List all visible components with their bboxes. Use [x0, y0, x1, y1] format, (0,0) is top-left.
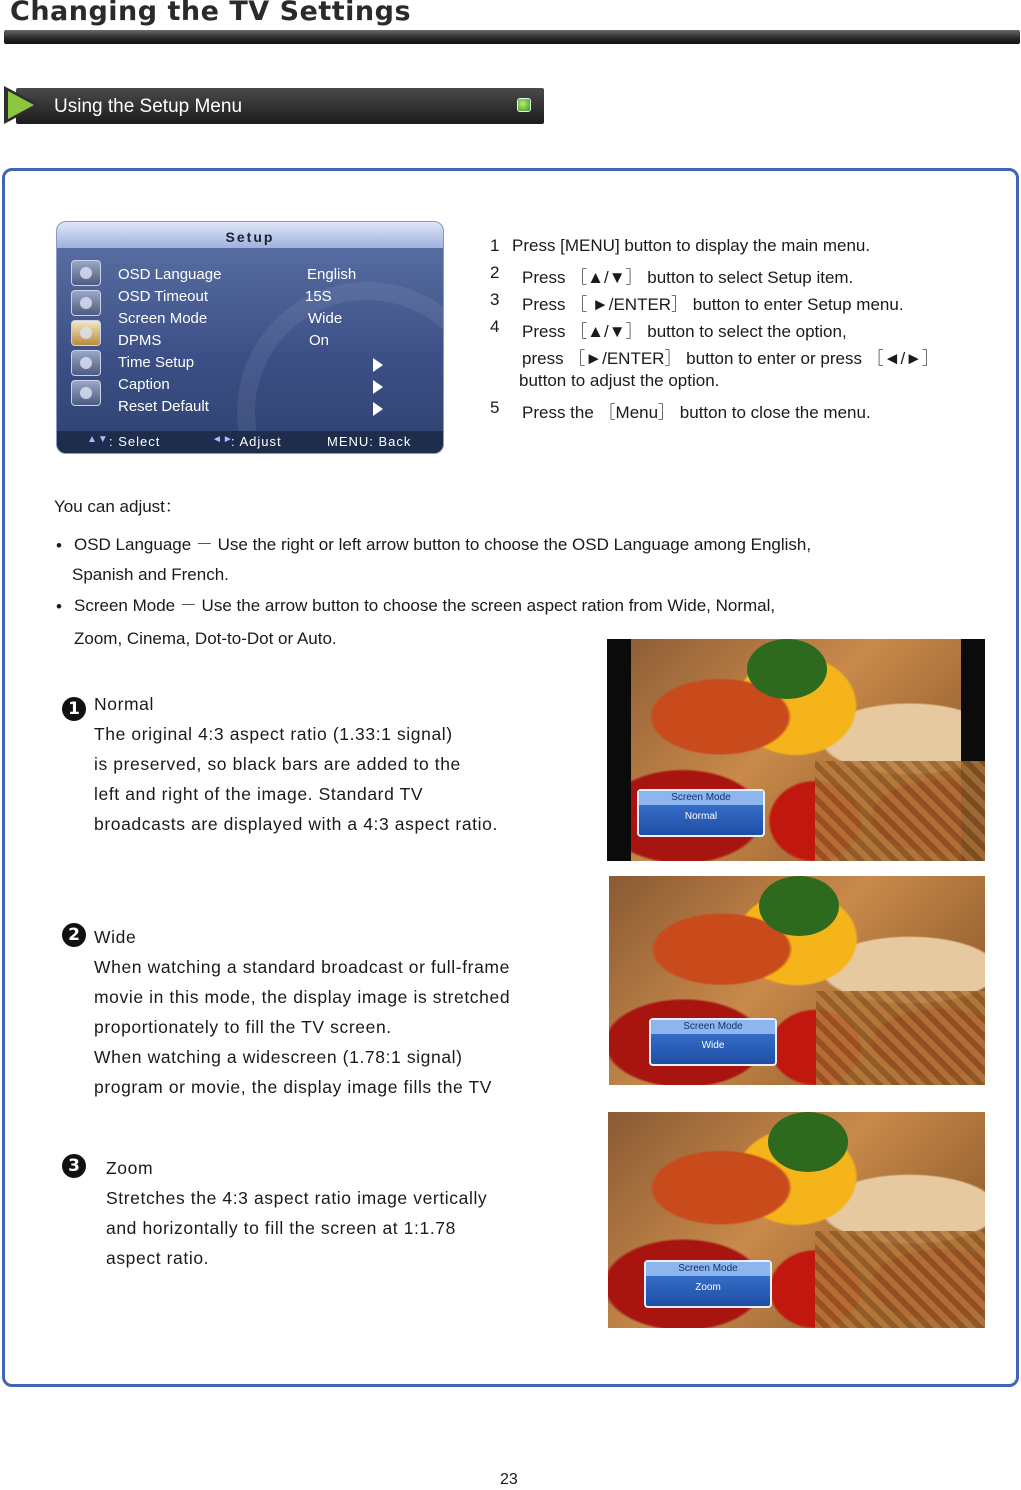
mode-line: and horizontally to fill the screen at 1:1.78: [106, 1218, 456, 1238]
page-title: Changing the TV Settings: [10, 0, 412, 27]
menu-row-osd-language: [118, 266, 438, 288]
setup-icon: [71, 320, 101, 346]
mode-line: is preserved, so black bars are added to the: [94, 754, 461, 774]
tv-icon: [71, 260, 101, 286]
osd-value: Wide: [701, 1040, 725, 1051]
mode-line: program or movie, the display image fills the TV: [94, 1077, 493, 1097]
menu-row-caption: [118, 376, 438, 398]
menu-row-value: English: [307, 266, 357, 283]
screen-mode-osd: [637, 789, 765, 837]
section-title: Using the Setup Menu: [54, 96, 243, 117]
step-text: Press [MENU] button to display the main menu.: [512, 236, 871, 255]
mode-zoom-description: [106, 1153, 487, 1273]
basket-shape: [815, 761, 985, 861]
step-text: press ［►/ENTER］ button to enter or press ［◄/►］: [522, 349, 940, 368]
mode-line: broadcasts are displayed with a 4:3 aspect ratio.: [94, 814, 498, 834]
setup-menu-footer: [57, 431, 443, 453]
osd-value: Zoom: [695, 1282, 721, 1293]
mode-normal-description: [94, 689, 498, 839]
leaf-shape: [768, 1112, 848, 1172]
basket-shape: [815, 1231, 985, 1328]
black-bar-left: [607, 639, 631, 861]
status-dot-icon: [517, 98, 531, 112]
basket-shape: [816, 991, 985, 1085]
step-number: 1: [490, 236, 500, 255]
submenu-arrow-icon: [373, 402, 383, 416]
mode-line: When watching a widescreen (1.78:1 signal): [94, 1047, 463, 1067]
bullet-screen-mode: Screen Mode － Use the arrow button to choose the screen aspect ration from Wide, Normal,: [74, 596, 776, 615]
menu-row-label: Time Setup: [118, 354, 195, 371]
setup-steps: [490, 236, 1015, 425]
bullet-icon: •: [56, 597, 62, 616]
channel-icon: [71, 380, 101, 406]
mode-line: left and right of the image. Standard TV: [94, 784, 424, 804]
menu-row-label: DPMS: [118, 332, 162, 349]
banner-arrow-highlight: [8, 91, 34, 119]
menu-row-screen-mode: [118, 310, 438, 332]
step-item-continued: [490, 371, 1015, 398]
normal-mode-photo: [607, 639, 985, 861]
menu-row-value: Wide: [308, 310, 343, 327]
leaf-shape: [759, 876, 839, 936]
mode-line: proportionately to fill the TV screen.: [94, 1017, 392, 1037]
step-number: 3: [490, 290, 500, 309]
left-right-arrows-icon: ◄►: [212, 434, 234, 445]
mode-line: Stretches the 4:3 aspect ratio image vertically: [106, 1188, 488, 1208]
menu-row-label: OSD Language: [118, 266, 222, 283]
zoom-mode-photo: [608, 1112, 985, 1328]
step-text: Press ［▲/▼］ button to select Setup item.: [522, 268, 854, 287]
step-number: 5: [490, 398, 500, 417]
step-text: Press ［▲/▼］ button to select the option,: [522, 322, 847, 341]
mode-number-badge: 3: [62, 1154, 86, 1178]
bullet-icon: •: [56, 536, 62, 555]
mode-line: aspect ratio.: [106, 1248, 210, 1268]
submenu-arrow-icon: [373, 380, 383, 394]
title-divider: [4, 30, 1020, 44]
picture-icon: [71, 290, 101, 316]
menu-row-time-setup: [118, 354, 438, 376]
menu-row-label: Caption: [118, 376, 170, 393]
setup-menu-screenshot: [56, 221, 444, 454]
mode-wide-description: [94, 922, 510, 1102]
menu-row-label: Screen Mode: [118, 310, 208, 327]
footer-adjust-hint: : Adjust: [231, 434, 282, 449]
step-item: [490, 317, 1015, 344]
mode-line: When watching a standard broadcast or full-frame: [94, 957, 510, 977]
adjust-intro: You can adjust：: [54, 497, 182, 516]
menu-row-value: On: [309, 332, 330, 349]
footer-select-hint: : Select: [109, 434, 161, 449]
screen-mode-osd: [644, 1260, 772, 1308]
step-item-continued: [490, 344, 1015, 371]
step-item: [490, 236, 1015, 263]
menu-row-reset-default: [118, 398, 438, 420]
menu-row-label: OSD Timeout: [118, 288, 209, 305]
wide-mode-photo: [609, 876, 985, 1085]
setup-menu-title: Setup: [57, 222, 443, 248]
step-number: 2: [490, 263, 500, 282]
mode-title: Normal: [94, 694, 154, 714]
submenu-arrow-icon: [373, 358, 383, 372]
page-number: 23: [500, 1471, 518, 1488]
osd-value: Normal: [684, 811, 718, 822]
screen-mode-osd: [649, 1018, 777, 1066]
step-item: [490, 290, 1015, 317]
mode-title: Zoom: [106, 1158, 154, 1178]
setup-menu-icon-column: [63, 256, 107, 436]
lock-icon: [71, 350, 101, 376]
leaf-shape: [747, 639, 827, 699]
menu-row-osd-timeout: [118, 288, 438, 310]
mode-line: The original 4:3 aspect ratio (1.33:1 signal): [94, 724, 453, 744]
bullet-osd-language: OSD Language － Use the right or left arrow button to choose the OSD Language among English,: [74, 535, 812, 554]
bullet-screen-mode-continued: Zoom, Cinema, Dot-to-Dot or Auto.: [74, 629, 337, 648]
footer-back-hint: MENU: Back: [327, 434, 412, 449]
step-text: Press ［ ►/ENTER］ button to enter Setup menu.: [522, 295, 904, 314]
osd-title: Screen Mode: [651, 1020, 775, 1034]
step-text: Press the ［Menu］ button to close the menu.: [522, 403, 871, 422]
step-text: button to adjust the option.: [519, 371, 720, 390]
mode-number-badge: 2: [62, 923, 86, 947]
menu-row-label: Reset Default: [118, 398, 209, 415]
step-item: [490, 398, 1015, 425]
mode-title: Wide: [94, 927, 137, 947]
mode-line: movie in this mode, the display image is stretched: [94, 987, 511, 1007]
setup-menu-rows: [118, 266, 438, 420]
osd-title: Screen Mode: [639, 791, 763, 805]
step-number: 4: [490, 317, 500, 336]
step-item: [490, 263, 1015, 290]
up-down-arrows-icon: ▲▼: [87, 434, 109, 445]
mode-number-badge: 1: [62, 697, 86, 721]
menu-row-dpms: [118, 332, 438, 354]
bullet-osd-language-continued: Spanish and French.: [72, 565, 229, 584]
osd-title: Screen Mode: [646, 1262, 770, 1276]
menu-row-value: 15S: [305, 288, 332, 305]
